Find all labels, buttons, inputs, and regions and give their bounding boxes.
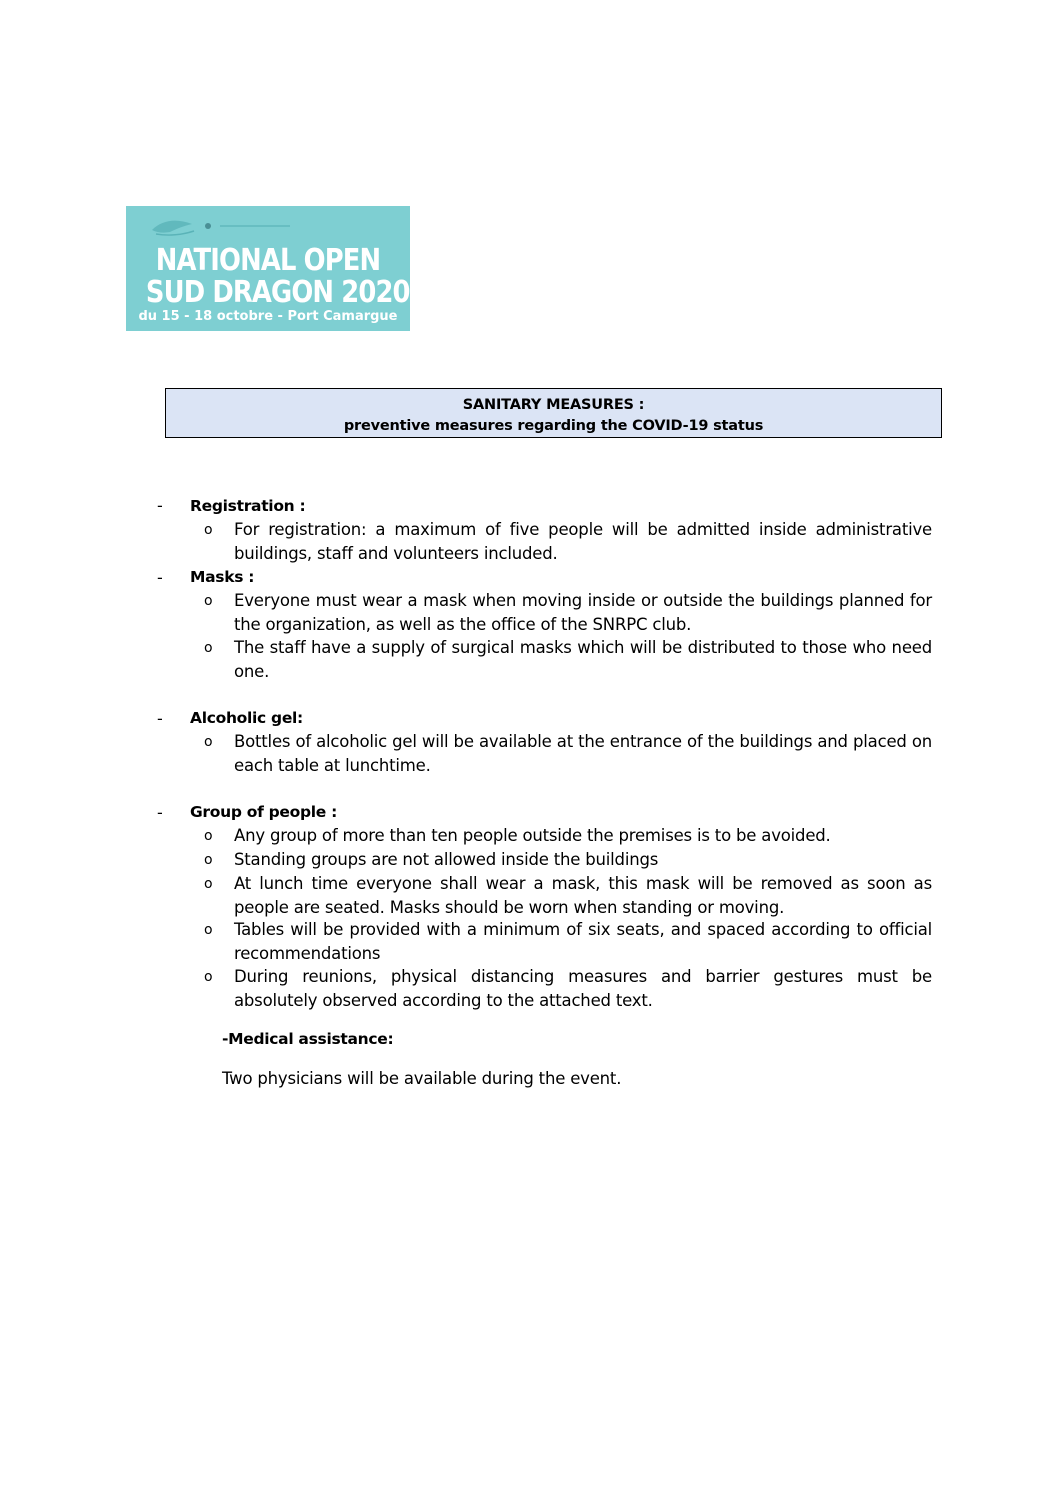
list-item: At lunch time everyone shall wear a mask, this mask will be removed as soon as people are seated. Masks should be worn when standing or moving. xyxy=(234,874,932,917)
list-dash: - xyxy=(157,496,163,515)
medical-text: Two physicians will be available during the event. xyxy=(222,1069,622,1088)
list-item: For registration: a maximum of five people will be admitted inside administrative buildings, staff and volunteers included. xyxy=(234,520,932,563)
section-heading-alcoholic-gel: Alcoholic gel: xyxy=(190,709,303,727)
header-title: SANITARY MEASURES : xyxy=(462,397,645,413)
list-item: The staff have a supply of surgical masks which will be distributed to those who need one. xyxy=(234,638,932,681)
list-item: Any group of more than ten people outside the premises is to be avoided. xyxy=(234,826,831,845)
list-bullet: o xyxy=(204,734,213,750)
logo-graphic xyxy=(148,214,388,238)
section-heading-masks: Masks : xyxy=(190,568,255,586)
list-bullet: o xyxy=(204,828,213,844)
event-logo xyxy=(126,206,410,331)
list-bullet: o xyxy=(204,922,213,938)
list-dash: - xyxy=(157,568,163,587)
list-bullet: o xyxy=(204,969,213,985)
list-bullet: o xyxy=(204,593,213,609)
list-dash: - xyxy=(157,709,163,728)
list-item: During reunions, physical distancing measures and barrier gestures must be absolutely observed according to the attached text. xyxy=(234,967,932,1010)
logo-title-line2: SUD DRAGON 2020 xyxy=(145,275,410,310)
list-dash: - xyxy=(157,803,163,822)
list-bullet: o xyxy=(204,852,213,868)
list-bullet: o xyxy=(204,640,213,656)
logo-title-line1: NATIONAL OPEN xyxy=(155,243,381,278)
logo-dates-location: du 15 - 18 octobre - Port Camargue xyxy=(138,309,398,324)
section-heading-group-of-people: Group of people : xyxy=(190,803,338,821)
list-item: Standing groups are not allowed inside the buildings xyxy=(234,850,659,869)
list-bullet: o xyxy=(204,876,213,892)
list-bullet: o xyxy=(204,522,213,538)
list-item: Bottles of alcoholic gel will be available at the entrance of the buildings and placed on each table at lunchtime. xyxy=(234,732,932,775)
header-box xyxy=(165,388,942,438)
list-item: Everyone must wear a mask when moving inside or outside the buildings planned for the organization, as well as the office of the SNRPC club. xyxy=(234,591,932,634)
header-subtitle: preventive measures regarding the COVID-19 status xyxy=(343,418,764,434)
section-heading-registration: Registration : xyxy=(190,497,306,515)
list-item: Tables will be provided with a minimum of six seats, and spaced according to official recommendations xyxy=(234,920,932,963)
section-heading-medical-assistance: -Medical assistance: xyxy=(222,1030,394,1048)
